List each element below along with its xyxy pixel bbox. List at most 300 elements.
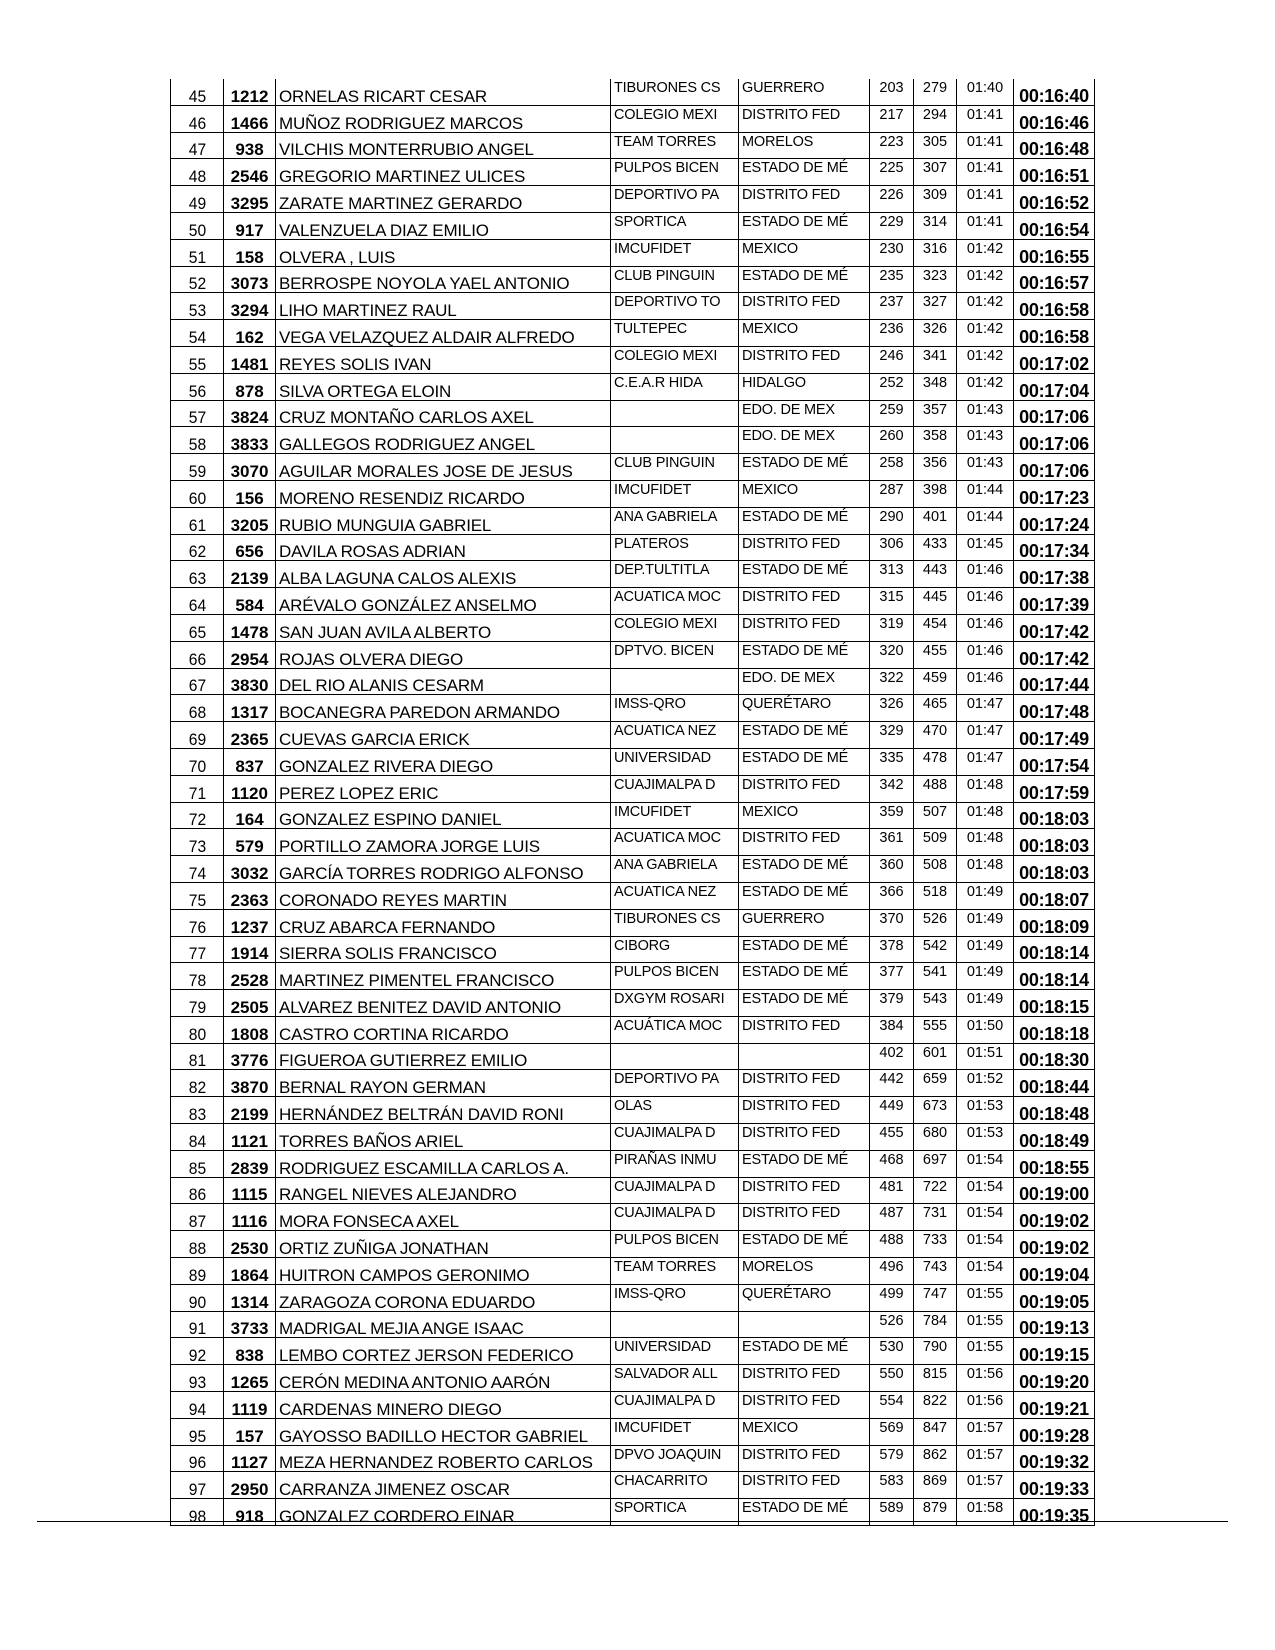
gender-place-cell: 481 <box>870 1177 914 1204</box>
time-cell: 00:16:58 <box>1014 320 1095 347</box>
bib-cell: 1119 <box>224 1392 276 1419</box>
bib-cell: 3070 <box>224 454 276 481</box>
gender-place-cell: 329 <box>870 722 914 749</box>
club-cell: CUAJIMALPA D <box>611 1204 739 1231</box>
state-cell: ESTADO DE MÉ <box>739 1231 870 1258</box>
table-row <box>171 1445 1095 1472</box>
table-row <box>171 1365 1095 1392</box>
table-row <box>171 79 1095 105</box>
club-cell: DEPORTIVO PA <box>611 186 739 213</box>
bib-cell: 158 <box>224 239 276 266</box>
place-cell: 47 <box>173 132 222 159</box>
club-cell: IMCUFIDET <box>611 480 739 507</box>
place-cell: 69 <box>173 722 222 749</box>
bib-cell: 2950 <box>224 1472 276 1499</box>
time-cell: 00:19:02 <box>1014 1231 1095 1258</box>
bib-cell: 1212 <box>224 79 276 105</box>
overall-place-cell: 743 <box>914 1258 957 1285</box>
overall-place-cell: 401 <box>914 507 957 534</box>
state-cell: EDO. DE MEX <box>739 400 870 427</box>
gender-place-cell: 223 <box>870 132 914 159</box>
overall-place-cell: 279 <box>914 79 957 105</box>
state-cell: DISTRITO FED <box>739 293 870 320</box>
name-cell: HUITRON CAMPOS GERONIMO <box>276 1258 611 1285</box>
gender-place-cell: 370 <box>870 909 914 936</box>
name-cell: CERÓN MEDINA ANTONIO AARÓN <box>276 1365 611 1392</box>
time-cell: 00:18:30 <box>1014 1043 1095 1070</box>
table-row <box>171 346 1095 373</box>
time-cell: 00:18:09 <box>1014 909 1095 936</box>
overall-place-cell: 518 <box>914 882 957 909</box>
state-cell: DISTRITO FED <box>739 1445 870 1472</box>
bib-cell: 3073 <box>224 266 276 293</box>
gender-place-cell: 530 <box>870 1338 914 1365</box>
time-cell: 00:17:02 <box>1014 346 1095 373</box>
bib-cell: 579 <box>224 829 276 856</box>
state-cell: MEXICO <box>739 1418 870 1445</box>
table-row <box>171 1258 1095 1285</box>
name-cell: VEGA VELAZQUEZ ALDAIR ALFREDO <box>276 320 611 347</box>
gender-place-cell: 217 <box>870 105 914 132</box>
club-cell: DXGYM ROSARI <box>611 990 739 1017</box>
place-cell: 74 <box>173 856 222 883</box>
bib-cell: 2530 <box>224 1231 276 1258</box>
name-cell: HERNÁNDEZ BELTRÁN DAVID RONI <box>276 1097 611 1124</box>
club-cell: UNIVERSIDAD <box>611 748 739 775</box>
club-cell: IMCUFIDET <box>611 1418 739 1445</box>
club-cell: CIBORG <box>611 936 739 963</box>
time-cell: 00:19:04 <box>1014 1258 1095 1285</box>
gender-place-cell: 326 <box>870 695 914 722</box>
name-cell: SAN JUAN AVILA ALBERTO <box>276 614 611 641</box>
name-cell: ALVAREZ BENITEZ DAVID ANTONIO <box>276 990 611 1017</box>
table-row <box>171 1338 1095 1365</box>
time-cell: 00:17:59 <box>1014 775 1095 802</box>
table-row <box>171 1284 1095 1311</box>
overall-place-cell: 309 <box>914 186 957 213</box>
overall-place-cell: 601 <box>914 1043 957 1070</box>
bib-cell: 2954 <box>224 641 276 668</box>
pace-cell: 01:50 <box>957 1016 1014 1043</box>
time-cell: 00:17:04 <box>1014 373 1095 400</box>
state-cell: DISTRITO FED <box>739 1472 870 1499</box>
state-cell: DISTRITO FED <box>739 1097 870 1124</box>
table-row <box>171 1204 1095 1231</box>
page-footer-rule <box>37 1521 1228 1522</box>
state-cell: DISTRITO FED <box>739 186 870 213</box>
state-cell: DISTRITO FED <box>739 1392 870 1419</box>
pace-cell: 01:49 <box>957 909 1014 936</box>
state-cell: DISTRITO FED <box>739 614 870 641</box>
time-cell: 00:18:55 <box>1014 1150 1095 1177</box>
place-cell: 91 <box>173 1311 222 1338</box>
club-cell: ACUATICA MOC <box>611 829 739 856</box>
pace-cell: 01:42 <box>957 320 1014 347</box>
overall-place-cell: 459 <box>914 668 957 695</box>
gender-place-cell: 359 <box>870 802 914 829</box>
pace-cell: 01:43 <box>957 454 1014 481</box>
table-row <box>171 1177 1095 1204</box>
name-cell: FIGUEROA GUTIERREZ EMILIO <box>276 1043 611 1070</box>
place-cell: 78 <box>173 963 222 990</box>
place-cell: 86 <box>173 1177 222 1204</box>
gender-place-cell: 442 <box>870 1070 914 1097</box>
table-row <box>171 320 1095 347</box>
overall-place-cell: 356 <box>914 454 957 481</box>
time-cell: 00:17:23 <box>1014 480 1095 507</box>
pace-cell: 01:56 <box>957 1392 1014 1419</box>
bib-cell: 2505 <box>224 990 276 1017</box>
pace-cell: 01:42 <box>957 373 1014 400</box>
overall-place-cell: 542 <box>914 936 957 963</box>
overall-place-cell: 455 <box>914 641 957 668</box>
club-cell: DEPORTIVO TO <box>611 293 739 320</box>
pace-cell: 01:41 <box>957 105 1014 132</box>
time-cell: 00:19:35 <box>1019 1506 1089 1526</box>
time-cell: 00:18:03 <box>1014 802 1095 829</box>
gender-place-cell: 306 <box>870 534 914 561</box>
gender-place-cell: 455 <box>870 1124 914 1151</box>
name-cell: RUBIO MUNGUIA GABRIEL <box>276 507 611 534</box>
overall-place-cell: 398 <box>914 480 957 507</box>
club-cell: COLEGIO MEXI <box>611 614 739 641</box>
table-row <box>171 1472 1095 1499</box>
gender-place-cell: 488 <box>870 1231 914 1258</box>
table-row <box>171 1124 1095 1151</box>
time-cell: 00:17:49 <box>1014 722 1095 749</box>
club-cell: CLUB PINGUIN <box>611 454 739 481</box>
table-row <box>171 882 1095 909</box>
time-cell: 00:17:34 <box>1014 534 1095 561</box>
name-cell: ALBA LAGUNA CALOS ALEXIS <box>276 561 611 588</box>
table-row <box>171 963 1095 990</box>
bib-cell: 1121 <box>224 1124 276 1151</box>
overall-place-cell: 305 <box>914 132 957 159</box>
place-cell: 46 <box>173 105 222 132</box>
time-cell: 00:18:14 <box>1014 963 1095 990</box>
gender-place-cell: 315 <box>870 588 914 615</box>
gender-place-cell: 246 <box>870 346 914 373</box>
name-cell: ORNELAS RICART CESAR <box>276 79 611 105</box>
table-row <box>171 1392 1095 1419</box>
name-cell: SILVA ORTEGA ELOIN <box>276 373 611 400</box>
overall-place-cell: 784 <box>914 1311 957 1338</box>
gender-place-cell: 313 <box>870 561 914 588</box>
name-cell: CUEVAS GARCIA ERICK <box>276 722 611 749</box>
gender-place-cell: 379 <box>870 990 914 1017</box>
state-cell: QUERÉTARO <box>739 1284 870 1311</box>
pace-cell: 01:43 <box>957 400 1014 427</box>
bib-cell: 938 <box>224 132 276 159</box>
place-cell: 57 <box>173 400 222 427</box>
pace-cell: 01:49 <box>957 990 1014 1017</box>
club-cell: IMCUFIDET <box>611 802 739 829</box>
place-cell: 98 <box>173 1499 222 1526</box>
club-cell: DEP.TULTITLA <box>611 561 739 588</box>
bib-cell: 1127 <box>224 1445 276 1472</box>
time-cell: 00:16:48 <box>1014 132 1095 159</box>
bib-cell: 3776 <box>224 1043 276 1070</box>
bib-cell: 3870 <box>224 1070 276 1097</box>
overall-place-cell: 862 <box>914 1445 957 1472</box>
pace-cell: 01:52 <box>957 1070 1014 1097</box>
table-row <box>171 829 1095 856</box>
club-cell: C.E.A.R HIDA <box>611 373 739 400</box>
club-cell: DPVO JOAQUIN <box>611 1445 739 1472</box>
club-cell: CLUB PINGUIN <box>611 266 739 293</box>
time-cell: 00:18:49 <box>1014 1124 1095 1151</box>
club-cell: CHACARRITO <box>611 1472 739 1499</box>
state-cell: EDO. DE MEX <box>739 427 870 454</box>
time-cell: 00:16:55 <box>1014 239 1095 266</box>
name-cell: ZARAGOZA CORONA EDUARDO <box>276 1284 611 1311</box>
place-cell: 87 <box>173 1204 222 1231</box>
overall-place-cell: 543 <box>914 990 957 1017</box>
place-cell: 51 <box>173 239 222 266</box>
place-cell: 50 <box>173 212 222 239</box>
gender-place-cell: 290 <box>870 507 914 534</box>
club-cell: SALVADOR ALL <box>611 1365 739 1392</box>
name-cell: CRUZ ABARCA FERNANDO <box>276 909 611 936</box>
state-cell: QUERÉTARO <box>739 695 870 722</box>
table-row <box>171 748 1095 775</box>
table-row <box>171 239 1095 266</box>
table-row <box>171 105 1095 132</box>
bib-cell: 162 <box>224 320 276 347</box>
time-cell: 00:17:54 <box>1014 748 1095 775</box>
gender-place-cell: 366 <box>870 882 914 909</box>
table-row <box>171 266 1095 293</box>
pace-cell: 01:48 <box>957 802 1014 829</box>
gender-place-cell: 335 <box>870 748 914 775</box>
table-row <box>171 1150 1095 1177</box>
name-cell: CARRANZA JIMENEZ OSCAR <box>276 1472 611 1499</box>
name-cell: PORTILLO ZAMORA JORGE LUIS <box>276 829 611 856</box>
overall-place-cell: 341 <box>914 346 957 373</box>
bib-cell: 2528 <box>224 963 276 990</box>
club-cell: OLAS <box>611 1097 739 1124</box>
name-cell: GREGORIO MARTINEZ ULICES <box>276 159 611 186</box>
bib-cell: 656 <box>224 534 276 561</box>
state-cell: DISTRITO FED <box>739 1070 870 1097</box>
pace-cell: 01:41 <box>957 159 1014 186</box>
state-cell: ESTADO DE MÉ <box>739 722 870 749</box>
time-cell: 00:16:52 <box>1014 186 1095 213</box>
name-cell: ARÉVALO GONZÁLEZ ANSELMO <box>276 588 611 615</box>
bib-cell: 3824 <box>224 400 276 427</box>
bib-cell: 3830 <box>224 668 276 695</box>
time-cell: 00:18:07 <box>1014 882 1095 909</box>
table-row <box>171 641 1095 668</box>
gender-place-cell: 384 <box>870 1016 914 1043</box>
pace-cell: 01:55 <box>957 1338 1014 1365</box>
pace-cell: 01:53 <box>957 1124 1014 1151</box>
state-cell: MORELOS <box>739 132 870 159</box>
state-cell: ESTADO DE MÉ <box>739 212 870 239</box>
table-row <box>171 695 1095 722</box>
state-cell: ESTADO DE MÉ <box>739 159 870 186</box>
overall-place-cell: 507 <box>914 802 957 829</box>
table-row <box>171 454 1095 481</box>
table-row <box>171 373 1095 400</box>
club-cell: SPORTICA <box>611 212 739 239</box>
gender-place-cell: 496 <box>870 1258 914 1285</box>
place-cell: 53 <box>173 293 222 320</box>
time-cell: 00:18:03 <box>1014 856 1095 883</box>
place-cell: 77 <box>173 936 222 963</box>
overall-place-cell: 307 <box>914 159 957 186</box>
gender-place-cell: 361 <box>870 829 914 856</box>
pace-cell: 01:49 <box>957 882 1014 909</box>
place-cell: 67 <box>173 668 222 695</box>
overall-place-cell: 722 <box>914 1177 957 1204</box>
club-cell: UNIVERSIDAD <box>611 1338 739 1365</box>
table-row <box>171 1311 1095 1338</box>
pace-cell: 01:58 <box>957 1499 1014 1526</box>
place-cell: 83 <box>173 1097 222 1124</box>
results-table <box>170 79 1095 1526</box>
place-cell: 61 <box>173 507 222 534</box>
overall-place-cell: 294 <box>914 105 957 132</box>
pace-cell: 01:45 <box>957 534 1014 561</box>
place-cell: 93 <box>173 1365 222 1392</box>
place-cell: 45 <box>173 79 222 105</box>
gender-place-cell: 449 <box>870 1097 914 1124</box>
place-cell: 65 <box>173 614 222 641</box>
state-cell: DISTRITO FED <box>739 534 870 561</box>
time-cell: 00:17:06 <box>1014 427 1095 454</box>
club-cell: CUAJIMALPA D <box>611 1124 739 1151</box>
pace-cell: 01:49 <box>957 963 1014 990</box>
name-cell: GALLEGOS RODRIGUEZ ANGEL <box>276 427 611 454</box>
club-cell: TIBURONES CS <box>611 79 739 105</box>
table-row <box>171 588 1095 615</box>
time-cell: 00:17:38 <box>1014 561 1095 588</box>
overall-place-cell: 659 <box>914 1070 957 1097</box>
gender-place-cell: 377 <box>870 963 914 990</box>
bib-cell: 1317 <box>224 695 276 722</box>
time-cell: 00:19:15 <box>1014 1338 1095 1365</box>
place-cell: 68 <box>173 695 222 722</box>
time-cell: 00:18:44 <box>1014 1070 1095 1097</box>
time-cell: 00:17:44 <box>1014 668 1095 695</box>
overall-place-cell: 470 <box>914 722 957 749</box>
state-cell: MEXICO <box>739 480 870 507</box>
club-cell: CUAJIMALPA D <box>611 1392 739 1419</box>
state-cell: ESTADO DE MÉ <box>739 856 870 883</box>
pace-cell: 01:57 <box>957 1472 1014 1499</box>
time-cell: 00:17:06 <box>1014 454 1095 481</box>
overall-place-cell: 508 <box>914 856 957 883</box>
state-cell: ESTADO DE MÉ <box>739 641 870 668</box>
place-cell: 58 <box>173 427 222 454</box>
name-cell: MADRIGAL MEJIA ANGE ISAAC <box>276 1311 611 1338</box>
state-cell: ESTADO DE MÉ <box>739 882 870 909</box>
table-row <box>171 775 1095 802</box>
bib-cell: 917 <box>224 212 276 239</box>
state-cell: DISTRITO FED <box>739 346 870 373</box>
gender-place-cell: 487 <box>870 1204 914 1231</box>
pace-cell: 01:55 <box>957 1284 1014 1311</box>
pace-cell: 01:40 <box>957 79 1014 105</box>
overall-place-cell: 488 <box>914 775 957 802</box>
bib-cell: 3032 <box>224 856 276 883</box>
table-row <box>171 507 1095 534</box>
pace-cell: 01:57 <box>957 1418 1014 1445</box>
bib-cell: 3833 <box>224 427 276 454</box>
place-cell: 56 <box>173 373 222 400</box>
name-cell: GAYOSSO BADILLO HECTOR GABRIEL <box>276 1418 611 1445</box>
club-cell <box>611 400 739 427</box>
state-cell: ESTADO DE MÉ <box>739 266 870 293</box>
pace-cell: 01:42 <box>957 293 1014 320</box>
time-cell: 00:18:15 <box>1014 990 1095 1017</box>
time-cell: 00:17:24 <box>1014 507 1095 534</box>
pace-cell: 01:46 <box>957 641 1014 668</box>
club-cell: PULPOS BICEN <box>611 963 739 990</box>
bib-cell: 1466 <box>224 105 276 132</box>
club-cell: ACUÁTICA MOC <box>611 1016 739 1043</box>
overall-place-cell: 316 <box>914 239 957 266</box>
name-cell: MORA FONSECA AXEL <box>276 1204 611 1231</box>
name-cell: CORONADO REYES MARTIN <box>276 882 611 909</box>
place-cell: 48 <box>173 159 222 186</box>
state-cell: MEXICO <box>739 802 870 829</box>
name-cell: DAVILA ROSAS ADRIAN <box>276 534 611 561</box>
time-cell: 00:17:06 <box>1014 400 1095 427</box>
bib-cell: 3733 <box>224 1311 276 1338</box>
place-cell: 71 <box>173 775 222 802</box>
place-cell: 97 <box>173 1472 222 1499</box>
bib-cell: 2839 <box>224 1150 276 1177</box>
state-cell: MORELOS <box>739 1258 870 1285</box>
table-row <box>171 722 1095 749</box>
gender-place-cell: 226 <box>870 186 914 213</box>
bib-cell: 918 <box>224 1499 276 1526</box>
name-cell: VALENZUELA DIAZ EMILIO <box>276 212 611 239</box>
time-cell: 00:18:03 <box>1014 829 1095 856</box>
gender-place-cell: 322 <box>870 668 914 695</box>
bib-cell: 157 <box>224 1418 276 1445</box>
bib-cell: 1914 <box>224 936 276 963</box>
name-cell: GONZALEZ CORDERO EINAR <box>276 1499 611 1526</box>
pace-cell: 01:54 <box>957 1150 1014 1177</box>
bib-cell: 837 <box>224 748 276 775</box>
pace-cell: 01:48 <box>957 775 1014 802</box>
club-cell: IMSS-QRO <box>611 695 739 722</box>
name-cell: OLVERA , LUIS <box>276 239 611 266</box>
state-cell: MEXICO <box>739 239 870 266</box>
pace-cell: 01:57 <box>957 1445 1014 1472</box>
pace-cell: 01:44 <box>957 507 1014 534</box>
table-row <box>171 614 1095 641</box>
gender-place-cell: 342 <box>870 775 914 802</box>
bib-cell: 1478 <box>224 614 276 641</box>
club-cell <box>611 1311 739 1338</box>
time-cell: 00:16:57 <box>1014 266 1095 293</box>
bib-cell: 2199 <box>224 1097 276 1124</box>
overall-place-cell: 357 <box>914 400 957 427</box>
name-cell: GONZALEZ RIVERA DIEGO <box>276 748 611 775</box>
gender-place-cell: 225 <box>870 159 914 186</box>
place-cell: 84 <box>173 1124 222 1151</box>
pace-cell: 01:46 <box>957 668 1014 695</box>
gender-place-cell: 579 <box>870 1445 914 1472</box>
state-cell: HIDALGO <box>739 373 870 400</box>
overall-place-cell: 869 <box>914 1472 957 1499</box>
overall-place-cell: 680 <box>914 1124 957 1151</box>
place-cell: 79 <box>173 990 222 1017</box>
